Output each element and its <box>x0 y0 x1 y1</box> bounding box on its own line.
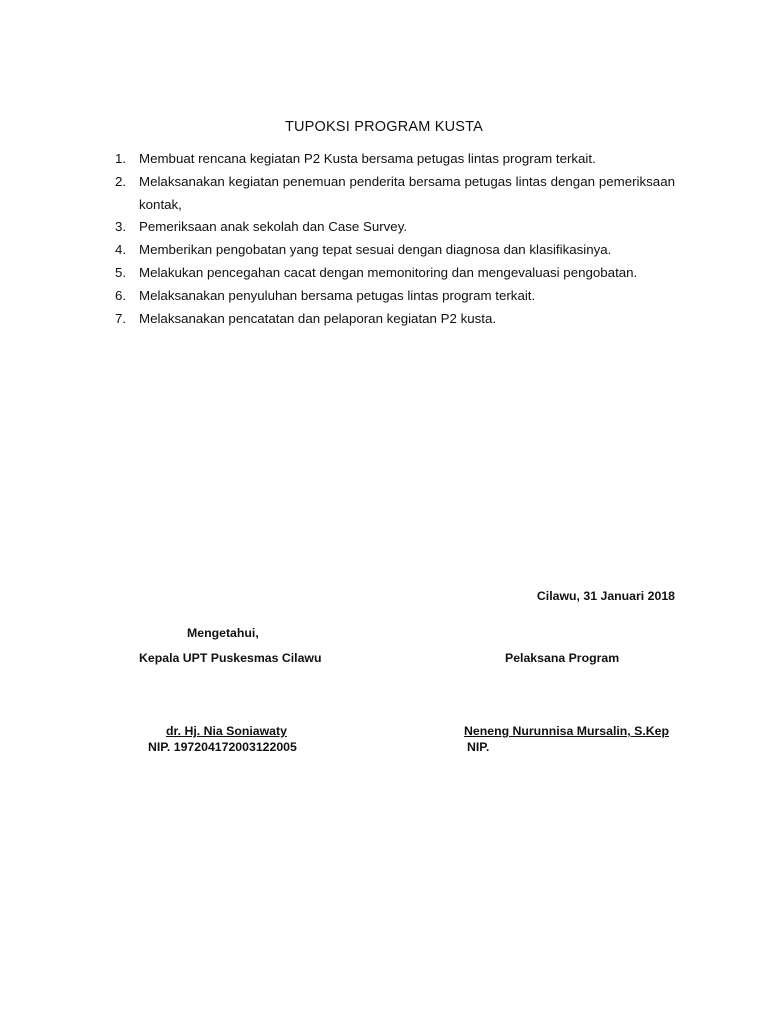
acknowledged-label: Mengetahui, <box>187 626 259 640</box>
list-item <box>112 262 675 285</box>
list-item <box>112 308 675 331</box>
list-item-text: Memberikan pengobatan yang tepat sesuai dengan diagnosa dan klasifikasinya. <box>139 242 612 258</box>
left-signer-role: Kepala UPT Puskesmas Cilawu <box>139 651 322 665</box>
list-item-text: Pemeriksaan anak sekolah dan Case Survey. <box>139 219 408 235</box>
list-item-number: 3. <box>115 219 127 235</box>
list-item <box>112 285 675 308</box>
right-signer-name: Neneng Nurunnisa Mursalin, S.Kep <box>464 724 669 738</box>
right-signer-role: Pelaksana Program <box>505 651 620 665</box>
left-signer-name: dr. Hj. Nia Soniawaty <box>166 724 287 738</box>
list-item-text: Melaksanakan pencatatan dan pelaporan kegiatan P2 kusta. <box>139 310 497 326</box>
list-item-text: Melaksanakan kegiatan penemuan penderita bersama petugas lintas dengan pemeriksaan kontak, <box>139 173 675 212</box>
list-item <box>112 171 675 217</box>
right-signer-nip: NIP. <box>467 740 490 754</box>
list-item-text: Melakukan pencegahan cacat dengan memonitoring dan mengevaluasi pengobatan. <box>139 264 638 280</box>
list-item-number: 5. <box>115 264 127 280</box>
duty-list <box>112 148 675 330</box>
list-item-text: Membuat rencana kegiatan P2 Kusta bersama petugas lintas program terkait. <box>139 151 596 166</box>
page-title: TUPOKSI PROGRAM KUSTA <box>284 119 484 135</box>
list-item-number: 6. <box>115 287 127 303</box>
left-signer-nip: NIP. 197204172003122005 <box>148 740 297 754</box>
place-date: Cilawu, 31 Januari 2018 <box>536 589 675 603</box>
list-item <box>112 216 675 239</box>
list-item <box>112 239 675 262</box>
list-item-number: 7. <box>115 310 127 326</box>
list-item-number: 1. <box>115 151 127 166</box>
list-item-text: Melaksanakan penyuluhan bersama petugas lintas program terkait. <box>139 287 536 303</box>
list-item <box>112 148 675 171</box>
list-item-number: 2. <box>115 173 127 189</box>
list-item-number: 4. <box>115 242 127 258</box>
